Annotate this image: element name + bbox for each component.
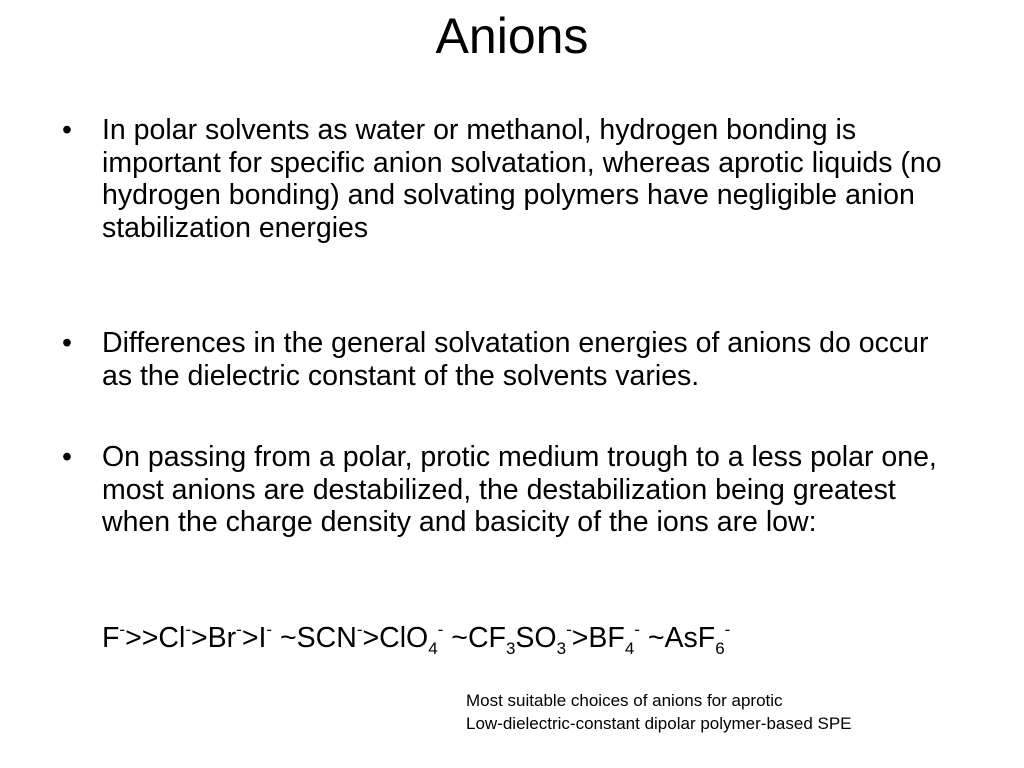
anion-hexafluoroarsenate: AsF [664,622,716,654]
anion-tetrafluoroborate: BF [588,622,625,654]
subscript: 3 [505,639,516,658]
charge-superscript: - [437,620,444,639]
anion-perchlorate: ClO [379,622,429,654]
anion-triflate-so: SO [515,622,557,654]
series-separator: > [241,622,259,654]
series-separator: ~ [639,622,665,654]
bullet-dot: • [62,441,72,473]
series-separator: ~ [443,622,468,654]
charge-superscript: - [356,620,363,639]
bullet-text: Differences in the general solvatation energies of anions do occur as the dielectric constant of the solvents varies. [102,327,929,392]
anion-thiocyanate: SCN [296,622,357,654]
footnote [466,689,852,735]
footnote-line: Low-dielectric-constant dipolar polymer-based SPE [466,714,852,733]
anion-triflate-cf: CF [467,622,506,654]
bullet-item [62,441,962,539]
series-separator: > [362,622,380,654]
bullet-item [62,327,962,392]
charge-superscript: - [185,620,191,639]
footnote-line: Most suitable choices of anions for aprotic [466,691,783,710]
charge-superscript: - [236,620,242,639]
charge-superscript: - [266,620,273,639]
series-separator: >> [125,622,159,654]
charge-superscript: - [566,620,572,639]
anion-destabilization-series [102,618,730,658]
series-separator: > [571,622,589,654]
subscript: 4 [624,639,635,658]
series-separator: > [190,622,208,654]
charge-superscript: - [634,620,640,639]
anion-iodide: I [258,622,267,654]
anion-fluoride: F [102,622,120,654]
series-separator: ~ [272,622,297,654]
bullet-text: In polar solvents as water or methanol, hydrogen bonding is important for specific anion solvatation, whereas aprotic liquids (no hydrogen bonding) and solvating polymers have negligible anion stabilization energies [102,114,942,244]
anion-bromide: Br [207,622,237,654]
bullet-item [62,114,962,244]
subscript: 3 [556,639,567,658]
anion-chloride: Cl [158,622,186,654]
bullet-text: On passing from a polar, protic medium trough to a less polar one, most anions are destabilized, the destabilization being greatest when the charge density and basicity of the ions are low: [102,441,937,538]
bullet-dot: • [62,327,72,359]
subscript: 6 [715,639,725,658]
charge-superscript: - [119,620,126,639]
subscript: 4 [428,639,438,658]
bullet-dot: • [62,114,72,146]
slide-title: Anions [435,8,589,64]
charge-superscript: - [724,620,731,639]
